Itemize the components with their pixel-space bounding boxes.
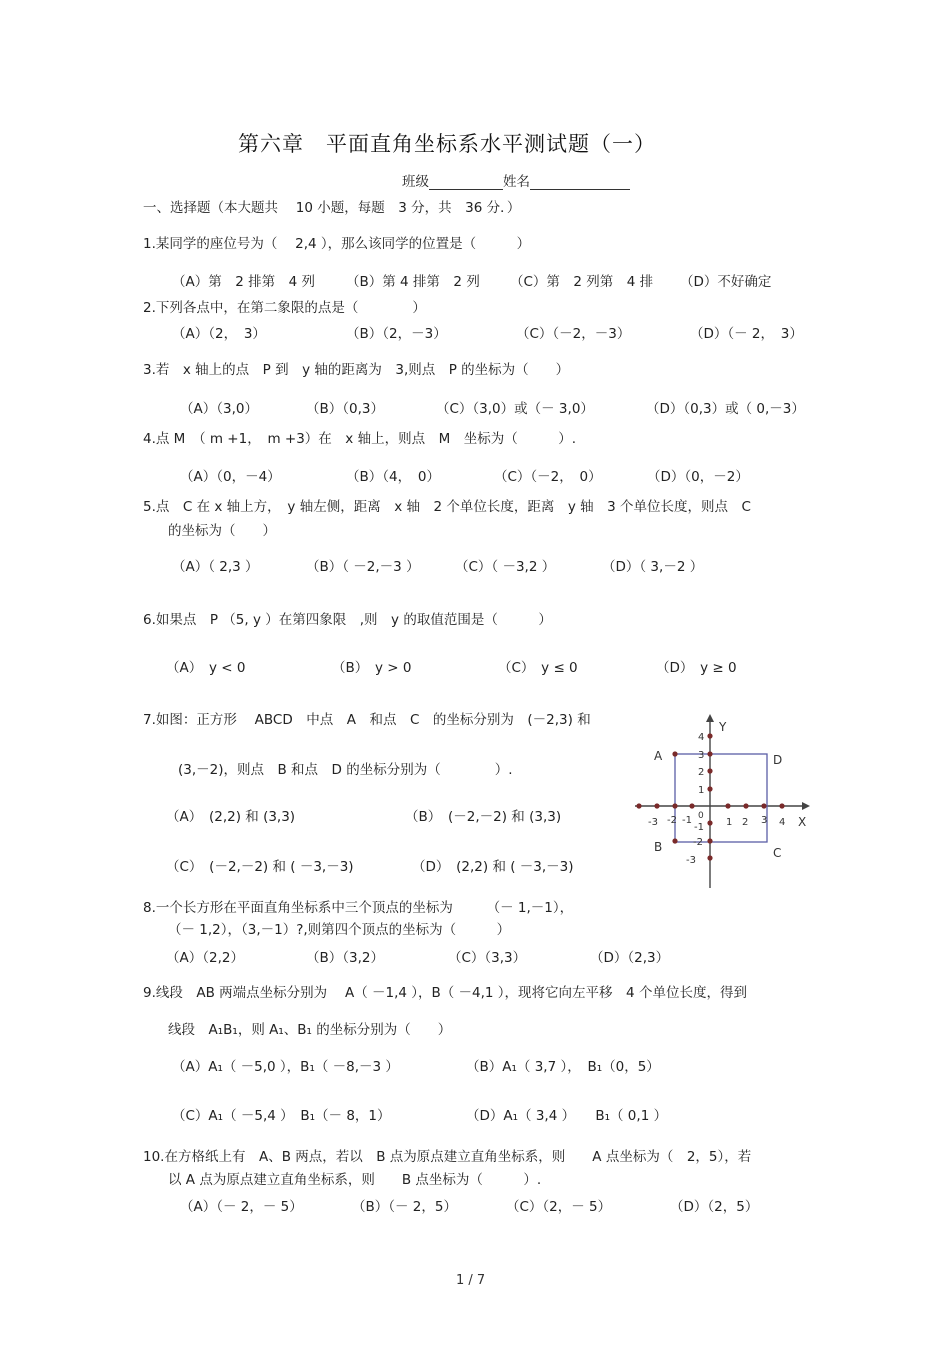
question-9-stem-cont: 线段 A₁B₁，则 A₁、B₁ 的坐标分别为（ ）: [168, 1022, 452, 1038]
q6-option-a: （A） y < 0: [166, 660, 246, 676]
q2-option-a: （A）（2， 3）: [172, 326, 266, 342]
q4-option-d: （D）（0，－2）: [647, 469, 749, 485]
square-abcd: [675, 754, 767, 842]
y-axis-label: Y: [719, 720, 727, 734]
question-5-stem: 5.点 C 在 x 轴上方， y 轴左侧，距离 x 轴 2 个单位长度，距离 y 轴 3 个单位长度，则点 C: [143, 499, 751, 515]
question-7-stem: 7.如图：正方形 ABCD 中点 A 和点 C 的坐标分别为 (－2,3) 和: [143, 712, 591, 728]
q6-option-b: （B） y > 0: [332, 660, 412, 676]
question-3-stem: 3.若 x 轴上的点 P 到 y 轴的距离为 3,则点 P 的坐标为（ ）: [143, 362, 570, 378]
vertex-c-label: C: [773, 846, 782, 860]
axis-dot: [707, 855, 712, 860]
axis-dot: [761, 803, 766, 808]
q9-option-c: （C）A₁（ －5,4 ） B₁（－ 8，1）: [172, 1108, 391, 1124]
y-tick-label: -3: [686, 855, 696, 866]
axis-dot: [707, 768, 712, 773]
coordinate-figure: [630, 712, 815, 892]
q2-option-d: （D）（－ 2， 3）: [690, 326, 803, 342]
q2-option-c: （C）（－2，－3）: [516, 326, 631, 342]
x-tick-label: 4: [779, 817, 786, 828]
q8-option-b: （B）（3,2）: [306, 950, 384, 966]
axis-dot: [707, 820, 712, 825]
question-6-stem: 6.如果点 P （5, y ）在第四象限 ,则 y 的取值范围是（ ）: [143, 612, 552, 628]
q1-option-a: （A）第 2 排第 4 列: [172, 274, 315, 290]
q9-option-a: （A）A₁（ －5,0 ），B₁（ －8,－3 ）: [172, 1059, 399, 1075]
name-label: 姓名: [503, 174, 530, 190]
y-axis-arrow-icon: [706, 714, 714, 722]
q10-option-c: （C）（2，－ 5）: [506, 1199, 612, 1215]
vertex-b-label: B: [654, 840, 663, 854]
axis-dot: [707, 751, 712, 756]
question-9-stem: 9.线段 AB 两端点坐标分别为 A（ －1,4 ），B（ －4,1 ），现将它向左平移 4 个单位长度，得到: [143, 985, 747, 1001]
q4-option-c: （C）（－2， 0）: [494, 469, 602, 485]
axis-dot: [689, 803, 694, 808]
axis-dot: [672, 751, 677, 756]
question-10-stem: 10.在方格纸上有 A、B 两点，若以 B 点为原点建立直角坐标系，则 A 点坐标为（ 2，5），若: [143, 1149, 752, 1165]
q6-option-c: （C） y ≤ 0: [498, 660, 578, 676]
axis-dot: [672, 838, 677, 843]
axis-dot: [743, 803, 748, 808]
x-tick-label: 2: [742, 817, 749, 828]
question-4-stem: 4.点 M （ m +1， m +3）在 x 轴上，则点 M 坐标为（ ）.: [143, 431, 577, 447]
y-tick-label: 4: [698, 732, 705, 743]
y-tick-label: -2: [693, 837, 703, 848]
origin-label: 0: [698, 811, 704, 821]
axis-dot: [672, 803, 677, 808]
q1-option-c: （C）第 2 列第 4 排: [510, 274, 654, 290]
q8-option-d: （D）（2,3）: [590, 950, 670, 966]
q7-option-a: （A） (2,2) 和 (3,3): [166, 809, 296, 825]
q7-option-b: （B） (－2,－2) 和 (3,3): [405, 809, 562, 825]
x-axis-label: X: [798, 815, 807, 829]
x-axis-arrow-icon: [802, 802, 810, 810]
page-title: 第六章 平面直角坐标系水平测试题（一）: [238, 132, 656, 156]
q9-option-d: （D）A₁（ 3,4 ） B₁（ 0,1 ）: [466, 1108, 668, 1124]
x-tick-label: -1: [682, 815, 692, 826]
axis-dot: [654, 803, 659, 808]
x-tick-label: 3: [761, 815, 768, 826]
q5-option-c: （C）（ －3,2 ）: [455, 559, 556, 575]
q10-option-d: （D）（2，5）: [670, 1199, 759, 1215]
q3-option-b: （B）（0,3）: [306, 401, 384, 417]
q8-option-a: （A）（2,2）: [166, 950, 244, 966]
q5-option-a: （A）（ 2,3 ）: [172, 559, 259, 575]
question-10-stem-cont: 以 A 点为原点建立直角坐标系，则 B 点坐标为（ ）.: [168, 1172, 542, 1188]
vertex-a-label: A: [654, 749, 663, 763]
q9-option-b: （B）A₁（ 3,7 ）， B₁（0，5）: [466, 1059, 660, 1075]
x-tick-label: 1: [726, 817, 733, 828]
axis-dot: [725, 803, 730, 808]
question-5-stem-cont: 的坐标为（ ）: [168, 523, 276, 539]
q5-option-d: （D）（ 3,－2 ）: [602, 559, 704, 575]
y-tick-label: 1: [698, 785, 705, 796]
section-heading: 一、选择题（本大题共 10 小题，每题 3 分，共 36 分．）: [143, 200, 521, 216]
question-8-stem: 8.一个长方形在平面直角坐标系中三个顶点的坐标为 （－ 1,－1），: [143, 900, 574, 916]
x-tick-label: -3: [648, 817, 658, 828]
axis-dot: [707, 733, 712, 738]
q2-option-b: （B）（2，－3）: [346, 326, 447, 342]
question-1-stem: 1.某同学的座位号为（ 2,4 ），那么该同学的位置是（ ）: [143, 236, 531, 252]
q3-option-c: （C）（3,0）或（－ 3,0）: [436, 401, 594, 417]
class-blank[interactable]: [429, 174, 503, 190]
q8-option-c: （C）（3,3）: [448, 950, 527, 966]
axis-dot: [707, 838, 712, 843]
q1-option-d: （D）不好确定: [680, 274, 772, 290]
y-tick-label: -1: [694, 822, 704, 833]
class-name-line: [402, 170, 630, 190]
q10-option-a: （A）（－ 2，－ 5）: [180, 1199, 303, 1215]
q6-option-d: （D） y ≥ 0: [656, 660, 737, 676]
q5-option-b: （B）（ －2,－3 ）: [306, 559, 420, 575]
question-8-stem-cont: （－ 1,2），（3,－1）?,则第四个顶点的坐标为（ ）: [168, 922, 511, 938]
q3-option-a: （A）（3,0）: [180, 401, 258, 417]
q7-option-d: （D） (2,2) 和 ( －3,－3): [412, 859, 574, 875]
q7-option-c: （C） (－2,－2) 和 ( －3,－3): [166, 859, 354, 875]
q4-option-a: （A）（0，－4）: [180, 469, 281, 485]
axis-dot: [779, 803, 784, 808]
q3-option-d: （D）（0,3）或（ 0,－3）: [646, 401, 805, 417]
class-label: 班级: [402, 174, 429, 190]
axis-dot: [707, 786, 712, 791]
page-number: 1 / 7: [456, 1273, 486, 1288]
axis-dot: [636, 803, 641, 808]
question-2-stem: 2.下列各点中，在第二象限的点是（ ）: [143, 300, 426, 316]
y-tick-label: 2: [698, 767, 705, 778]
q1-option-b: （B）第 4 排第 2 列: [346, 274, 480, 290]
y-tick-label: 3: [698, 750, 705, 761]
q4-option-b: （B）（4， 0）: [346, 469, 440, 485]
vertex-d-label: D: [773, 753, 783, 767]
name-blank[interactable]: [530, 174, 630, 190]
x-tick-label: -2: [667, 815, 677, 826]
q10-option-b: （B）（－ 2，5）: [352, 1199, 457, 1215]
question-7-stem-cont: (3,－2)，则点 B 和点 D 的坐标分别为（ ）.: [178, 762, 513, 778]
